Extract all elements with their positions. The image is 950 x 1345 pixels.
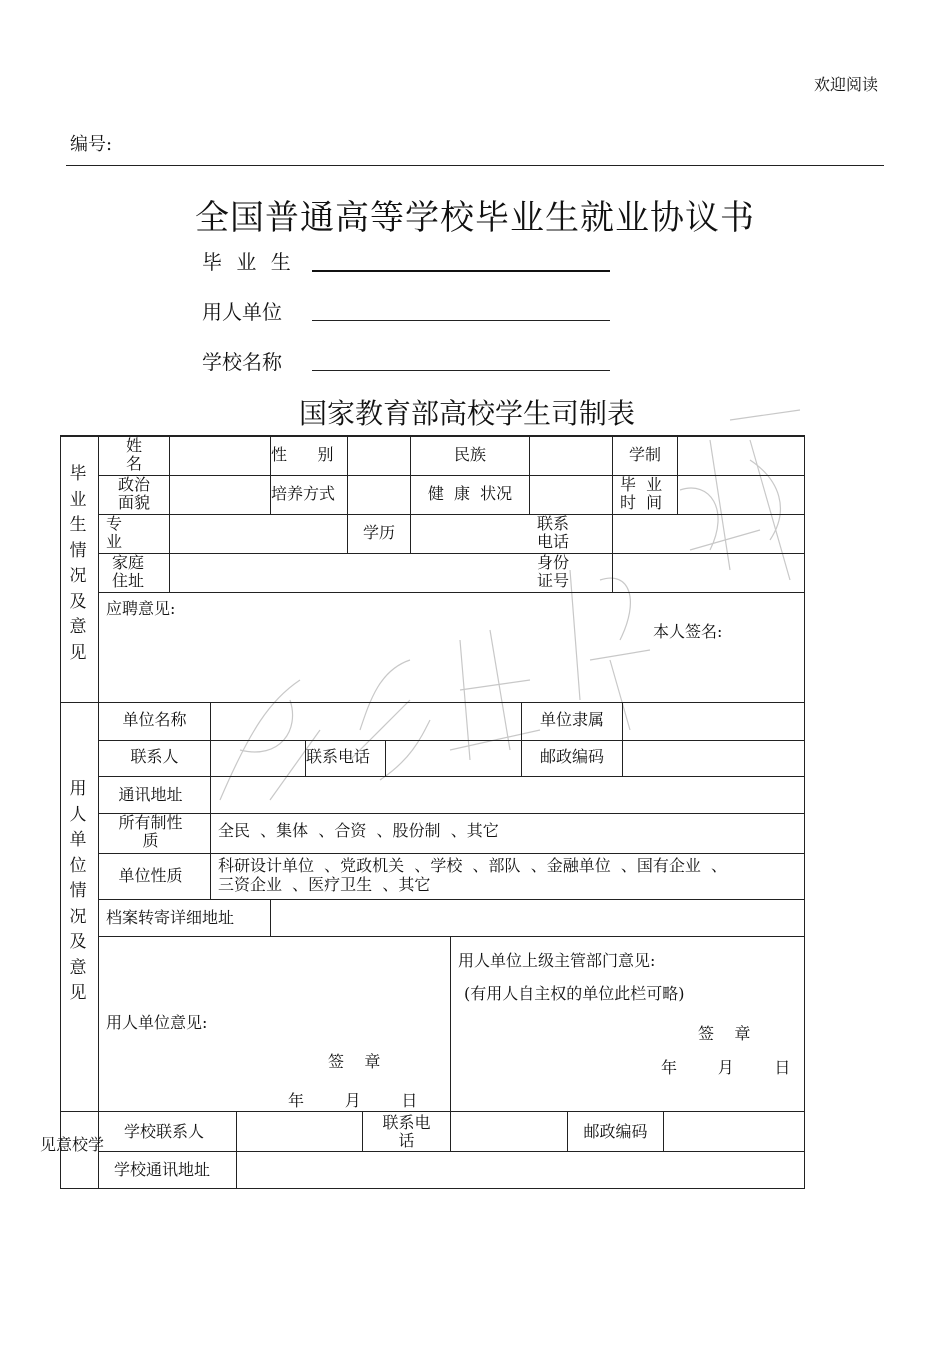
- gender-label: 性 别: [271, 445, 334, 464]
- political-status-label: 政治 面貌: [117, 475, 150, 512]
- unit-type-options-line2: 三资企业 、医疗卫生 、其它: [218, 875, 431, 894]
- header-note: 欢迎阅读: [813, 75, 878, 94]
- cover-field-graduate: [202, 246, 622, 276]
- cover-field-employer: [202, 296, 622, 326]
- date-label: 年 月 日: [288, 1091, 418, 1110]
- major-label: 专 业: [106, 514, 123, 551]
- home-address-label: 家庭 住址: [112, 553, 145, 590]
- school-postcode-label: 邮政编码: [583, 1122, 648, 1141]
- ownership-label: 所有制性 质: [118, 813, 183, 850]
- graduation-time-label: 毕 业 时 间: [620, 475, 663, 512]
- document-title: 全国普通高等学校毕业生就业协议书: [195, 198, 755, 238]
- archive-address-label: 档案转寄详细地址: [106, 908, 235, 927]
- cover-field-label: 用人单位: [202, 300, 282, 324]
- cover-field-label: 毕 业 生: [202, 250, 295, 274]
- training-mode-label: 培养方式: [271, 484, 336, 503]
- agreement-form-table: [40, 435, 805, 1189]
- id-number-label: 身份 证号: [537, 553, 570, 590]
- section-employer-label: 用人单位情况及意见: [69, 779, 87, 1003]
- seal-label: 签 章: [328, 1052, 381, 1071]
- unit-name-label: 单位名称: [122, 710, 187, 729]
- name-label: 姓 名: [125, 436, 142, 473]
- superior-opinion-label: 用人单位上级主管部门意见:: [458, 951, 656, 970]
- section-school-label: 见意校学: [40, 1135, 105, 1154]
- school-phone-label: 联系电 话: [382, 1113, 431, 1150]
- unit-affiliation-label: 单位隶属: [539, 710, 604, 729]
- issuer-title: 国家教育部高校学生司制表: [298, 397, 635, 430]
- phone-label: 联系 电话: [537, 514, 570, 551]
- signature-label: 本人签名:: [653, 622, 723, 641]
- contact-phone-label: 联系电话: [306, 747, 371, 766]
- seal-label-2: 签 章: [698, 1024, 751, 1043]
- section-graduate-label: 毕业生情况及意见: [69, 464, 87, 663]
- superior-opinion-note: (有用人自主权的单位此栏可略): [464, 984, 685, 1003]
- name-input[interactable]: [170, 437, 269, 475]
- serial-number-label: 编号:: [70, 134, 113, 155]
- ethnicity-label: 民族: [453, 445, 486, 464]
- schooling-label: 学制: [628, 445, 661, 464]
- unit-opinion-label: 用人单位意见:: [106, 1013, 208, 1032]
- fill-in-line[interactable]: [312, 320, 610, 321]
- postcode-label: 邮政编码: [539, 747, 604, 766]
- cover-field-school: [202, 346, 622, 376]
- school-address-label: 学校通讯地址: [113, 1160, 210, 1179]
- unit-type-options-line1: 科研设计单位 、党政机关 、学校 、部队 、金融单位 、国有企业 、: [218, 856, 728, 875]
- ownership-options: 全民 、集体 、合资 、股份制 、其它: [218, 821, 499, 840]
- mailing-address-label: 通讯地址: [118, 785, 183, 804]
- application-opinion-label: 应聘意见:: [106, 599, 176, 618]
- school-contact-label: 学校联系人: [123, 1122, 204, 1141]
- education-label: 学历: [362, 523, 395, 542]
- unit-type-label: 单位性质: [118, 866, 183, 885]
- health-status-label: 健 康 状况: [427, 484, 513, 503]
- fill-in-line[interactable]: [312, 270, 610, 272]
- contact-person-label: 联系人: [130, 747, 179, 766]
- fill-in-line[interactable]: [312, 370, 610, 371]
- header-divider: [66, 165, 884, 166]
- date-label-2: 年 月 日: [661, 1058, 791, 1077]
- cover-field-label: 学校名称: [202, 350, 282, 374]
